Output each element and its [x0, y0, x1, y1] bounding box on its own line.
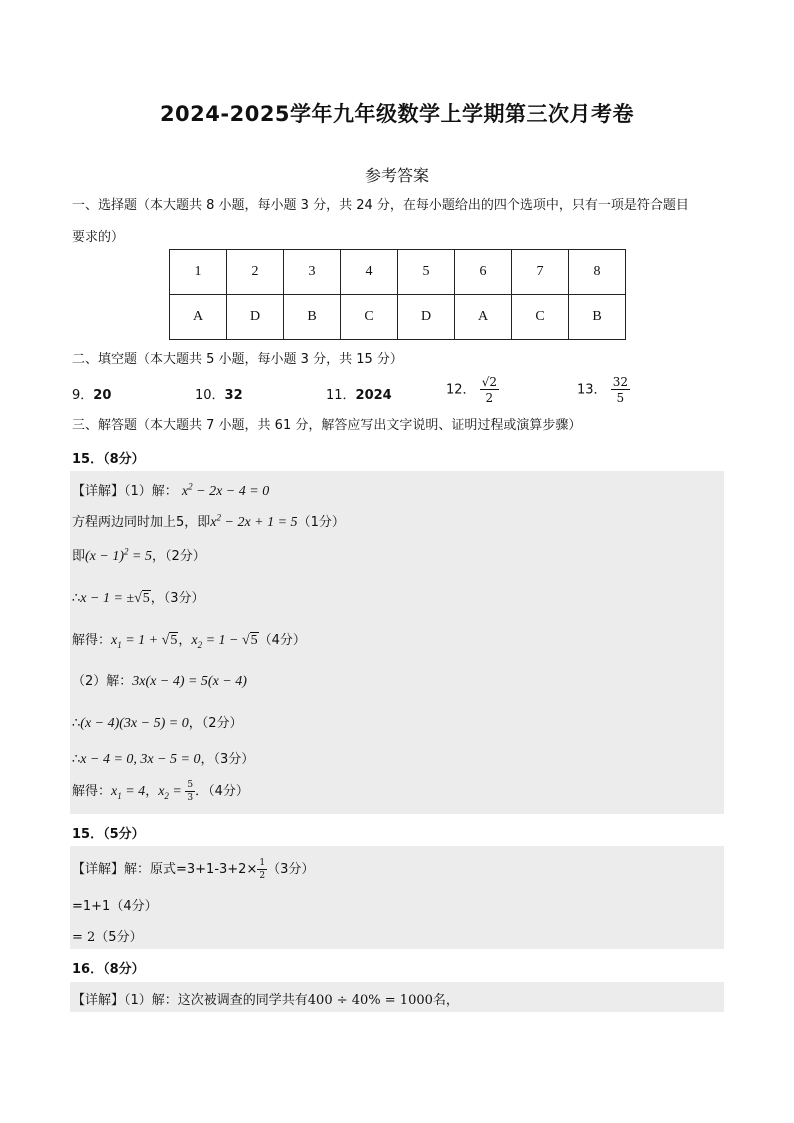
- section1-heading-line2: 要求的）: [72, 230, 125, 245]
- solution-line: = 2（5分）: [72, 930, 143, 945]
- equation: $x_1 = 1 + √5$: [111, 633, 178, 650]
- table-cell-number: 7: [512, 250, 569, 295]
- solution-line: （2）解：3x(x − 4) = 5(x − 4): [72, 674, 247, 689]
- solution-line: 【详解】（1）解：这次被调查的同学共有400 ÷ 40% = 1000名，: [72, 993, 459, 1008]
- fraction: [611, 376, 630, 404]
- table-cell-answer: C: [341, 295, 398, 340]
- fill-item-answer: 2024: [355, 388, 392, 403]
- fill-item-12: [446, 376, 499, 404]
- equation: $x_2 = 1 - √5$: [191, 633, 258, 650]
- solution-line: 【详解】解：原式=3+1-3+2× $\frac{1}{2}$ （3分）: [72, 857, 315, 881]
- table-cell-answer: D: [398, 295, 455, 340]
- equation: 3x(x − 4) = 5(x − 4): [132, 674, 247, 689]
- question-15-heading: 15．（8分）: [72, 452, 145, 467]
- table-cell-number: 1: [170, 250, 227, 295]
- fraction: [480, 376, 499, 404]
- fill-item-answer: 32: [224, 388, 243, 403]
- equation: x − 1 = ±√5: [80, 591, 150, 606]
- question-16-heading: 16．（8分）: [72, 962, 145, 977]
- solution-line: ∴x − 4 = 0, 3x − 5 = 0，（3分）: [72, 752, 255, 767]
- choice-answer-table: [169, 249, 626, 340]
- page-title: 2024-2025学年九年级数学上学期第三次月考卷: [159, 102, 635, 126]
- section3-heading: 三、解答题（本大题共 7 小题，共 61 分，解答应写出文字说明、证明过程或演算步骤）: [72, 418, 582, 433]
- fill-item-number: 13．: [577, 382, 607, 398]
- equation: $x^2 - 2x + 1 = 5$: [210, 512, 298, 530]
- solution-line: 【详解】（1）解： $x^2 - 2x - 4 = 0$: [72, 481, 270, 499]
- solution-line: ∴x − 1 = ±√5，（3分）: [72, 591, 205, 606]
- fraction-denominator: 2: [485, 391, 494, 405]
- fraction: $\frac{1}{2}$: [259, 857, 266, 881]
- table-cell-number: 5: [398, 250, 455, 295]
- table-cell-answer: B: [284, 295, 341, 340]
- table-cell-answer: A: [455, 295, 512, 340]
- equation: x − 4 = 0, 3x − 5 = 0: [80, 752, 201, 767]
- table-cell-number: 6: [455, 250, 512, 295]
- equation: $x_2$ =: [158, 784, 186, 801]
- fill-item-number: 12．: [446, 382, 476, 398]
- equation: $(x - 1)^2 = 5$: [85, 546, 152, 564]
- fill-item-10: [195, 384, 243, 403]
- fill-item-number: 10．: [195, 388, 225, 403]
- table-row-numbers: [170, 250, 626, 295]
- section2-heading: 二、填空题（本大题共 5 小题，每小题 3 分，共 15 分）: [72, 352, 403, 367]
- equation: $x_1 = 4$: [111, 784, 146, 801]
- section1-heading-line1: 一、选择题（本大题共 8 小题，每小题 3 分，共 24 分，在每小题给出的四个选项中，只有一项是符合题目: [72, 198, 689, 213]
- table-cell-number: 3: [284, 250, 341, 295]
- table-row-answers: [170, 295, 626, 340]
- fraction-numerator: 32: [612, 375, 628, 389]
- solution-line: 即$(x - 1)^2 = 5$，（2分）: [72, 546, 206, 564]
- solution-line: ∴(x − 4)(3x − 5) = 0，（2分）: [72, 716, 243, 731]
- equation: (x − 4)(3x − 5) = 0: [80, 716, 189, 731]
- table-cell-answer: C: [512, 295, 569, 340]
- table-cell-number: 8: [569, 250, 626, 295]
- table-cell-number: 2: [227, 250, 284, 295]
- fill-item-number: 9．: [72, 388, 94, 403]
- equation: $x^2 - 2x - 4 = 0$: [181, 481, 270, 499]
- table-cell-answer: B: [569, 295, 626, 340]
- fill-item-answer: 20: [93, 388, 112, 403]
- solution-line: 解得：$x_1 = 4$，$x_2$ = $\frac{5}{3}$ ．（4分）: [72, 779, 249, 803]
- fraction-denominator: 5: [616, 391, 625, 405]
- page-subtitle: 参考答案: [364, 166, 429, 185]
- fraction-numerator: √2: [481, 375, 497, 389]
- fill-item-number: 11．: [326, 388, 356, 403]
- table-cell-answer: A: [170, 295, 227, 340]
- table-cell-answer: D: [227, 295, 284, 340]
- table-cell-number: 4: [341, 250, 398, 295]
- fill-item-11: [326, 384, 392, 403]
- fill-item-9: [72, 384, 111, 403]
- solution-line: 解得：$x_1 = 1 + √5$，$x_2 = 1 - √5(4$分）: [72, 633, 306, 650]
- fraction: $\frac{5}{3}$: [187, 779, 194, 803]
- fill-item-13: [577, 376, 630, 404]
- solution-line: =1+1（4分）: [72, 899, 158, 914]
- question-15b-heading: 15．（5分）: [72, 827, 145, 842]
- solution-line: 方程两边同时加上5，即$x^2 - 2x + 1 = 5(1$分）: [72, 512, 345, 530]
